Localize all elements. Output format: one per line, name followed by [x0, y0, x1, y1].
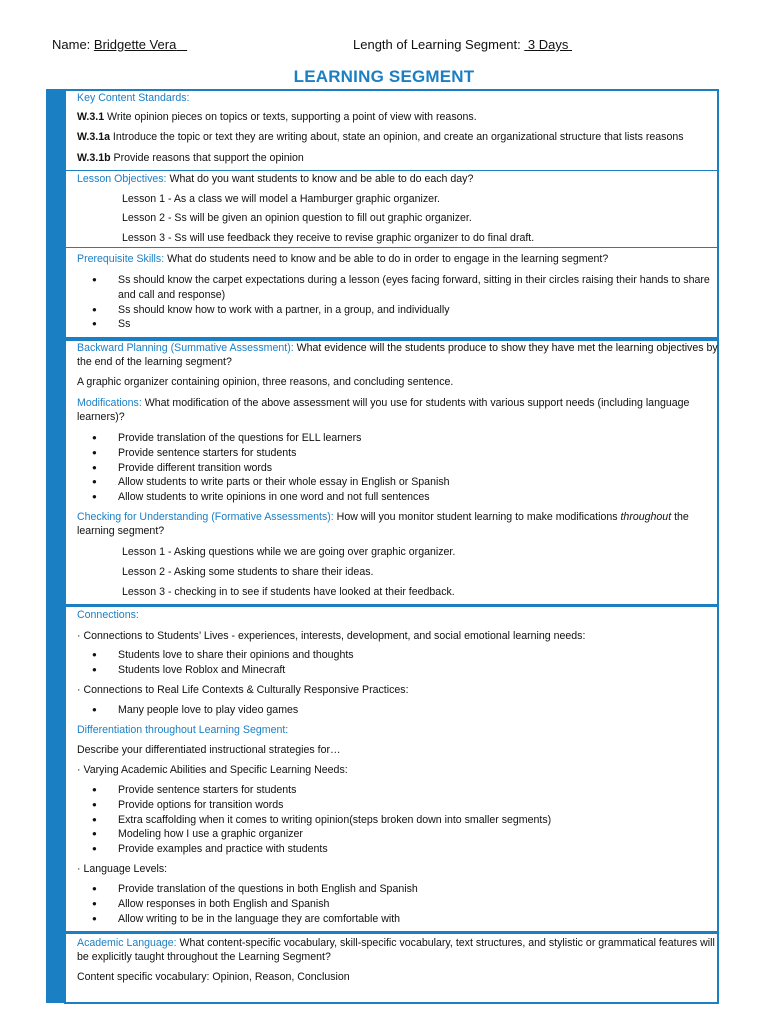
list-item: ● Provide sentence starters for students [76, 446, 450, 461]
standard-item: W.3.1b Provide reasons that support the opinion [77, 152, 304, 164]
academic-heading: Academic Language: What content-specific vocabulary, skill-specific vocabulary, text structures, and stylistic or grammatical features will [77, 937, 715, 949]
checking-lesson: Lesson 3 - checking in to see if students have looked at their feedback. [122, 586, 455, 598]
divider [64, 170, 719, 171]
standard-item: W.3.1a Introduce the topic or text they are writing about, state an opinion, and create an organizational structure that lists reasons [77, 131, 684, 143]
name-value: Bridgette Vera [93, 37, 177, 52]
checking-heading: Checking for Understanding (Formative Assessments): How will you monitor student learning to make modifications throughout the [77, 511, 689, 523]
list-item: ● Students love Roblox and Minecraft [76, 663, 354, 678]
objective-lesson: Lesson 1 - As a class we will model a Hamburger graphic organizer. [122, 193, 440, 205]
connections-label: Connections: [77, 609, 139, 621]
checking-lesson: Lesson 2 - Asking some students to share their ideas. [122, 566, 374, 578]
backward-answer: A graphic organizer containing opinion, three reasons, and concluding sentence. [77, 376, 454, 388]
real-life-list [76, 703, 298, 718]
backward-heading: Backward Planning (Summative Assessment): What evidence will the students produce to show they have met the learning objectives by [77, 342, 718, 354]
objective-lesson: Lesson 2 - Ss will be given an opinion question to fill out graphic organizer. [122, 212, 472, 224]
prerequisite-heading: Prerequisite Skills: What do students need to know and be able to do in order to engage in the learning segment? [77, 253, 609, 265]
backward-question-cont: the end of the learning segment? [77, 356, 232, 368]
abilities-list [76, 783, 551, 857]
list-item: ● Provide options for transition words [76, 798, 551, 813]
name-label: Name: [52, 37, 94, 52]
standard-item: W.3.1 Write opinion pieces on topics or texts, supporting a point of view with reasons. [77, 111, 477, 123]
modifications-heading: Modifications: What modification of the above assessment will you use for students with various support needs (including language [77, 397, 690, 409]
list-item: ● Allow students to write parts or their whole essay in English or Spanish [76, 475, 450, 490]
real-life-label: · Connections to Real Life Contexts & Culturally Responsive Practices: [77, 684, 409, 696]
list-item: ● Modeling how I use a graphic organizer [76, 827, 551, 842]
lives-label: · Connections to Students’ Lives - experiences, interests, development, and social emotional learning needs: [77, 630, 586, 642]
list-item: ● Ss should know how to work with a partner, in a group, and individually [76, 303, 710, 318]
prerequisite-list [76, 273, 710, 332]
lives-list [76, 648, 354, 678]
left-accent-bar [46, 89, 64, 1003]
list-item: ● Provide translation of the questions for ELL learners [76, 431, 450, 446]
academic-answer: Content specific vocabulary: Opinion, Reason, Conclusion [77, 971, 350, 983]
length-field [353, 37, 572, 52]
differentiation-desc: Describe your differentiated instructional strategies for… [77, 744, 341, 756]
page-title: LEARNING SEGMENT [293, 67, 475, 86]
list-item: ● Ss should know the carpet expectations during a lesson (eyes facing forward, sitting in their circles raising their hands to share [76, 273, 710, 288]
list-item: ● Allow students to write opinions in one word and not full sentences [76, 490, 450, 505]
abilities-label: · Varying Academic Abilities and Specific Learning Needs: [77, 764, 348, 776]
list-item: ● Provide translation of the questions in both English and Spanish [76, 882, 418, 897]
list-item: ● Provide different transition words [76, 461, 450, 476]
standards-label: Key Content Standards: [77, 92, 190, 104]
list-item: ● Provide examples and practice with students [76, 842, 551, 857]
language-list [76, 882, 418, 926]
language-label: · Language Levels: [77, 863, 168, 875]
checking-question-cont: learning segment? [77, 525, 165, 537]
modifications-question-cont: learners)? [77, 411, 125, 423]
modifications-list [76, 431, 450, 505]
list-item: ● Provide sentence starters for students [76, 783, 551, 798]
divider [64, 247, 719, 248]
objectives-heading: Lesson Objectives: What do you want students to know and be able to do each day? [77, 173, 474, 185]
list-item: ● Allow writing to be in the language they are comfortable with [76, 912, 418, 927]
differentiation-label: Differentiation throughout Learning Segment: [77, 724, 289, 736]
checking-lesson: Lesson 1 - Asking questions while we are going over graphic organizer. [122, 546, 456, 558]
list-item: ● Students love to share their opinions and thoughts [76, 648, 354, 663]
list-item: ● Extra scaffolding when it comes to writing opinion(steps broken down into smaller segments) [76, 813, 551, 828]
academic-question-cont: be explicitly taught throughout the Learning Segment? [77, 951, 331, 963]
length-label: Length of Learning Segment: [353, 37, 525, 52]
list-item: ● Ss [76, 317, 710, 332]
length-value: 3 Days [527, 37, 569, 52]
list-item: and call and response) [118, 288, 226, 301]
name-field [52, 37, 187, 52]
list-item: ● Many people love to play video games [76, 703, 298, 718]
objective-lesson: Lesson 3 - Ss will use feedback they receive to revise graphic organizer to do final draft. [122, 232, 535, 244]
list-item: ● Allow responses in both English and Spanish [76, 897, 418, 912]
